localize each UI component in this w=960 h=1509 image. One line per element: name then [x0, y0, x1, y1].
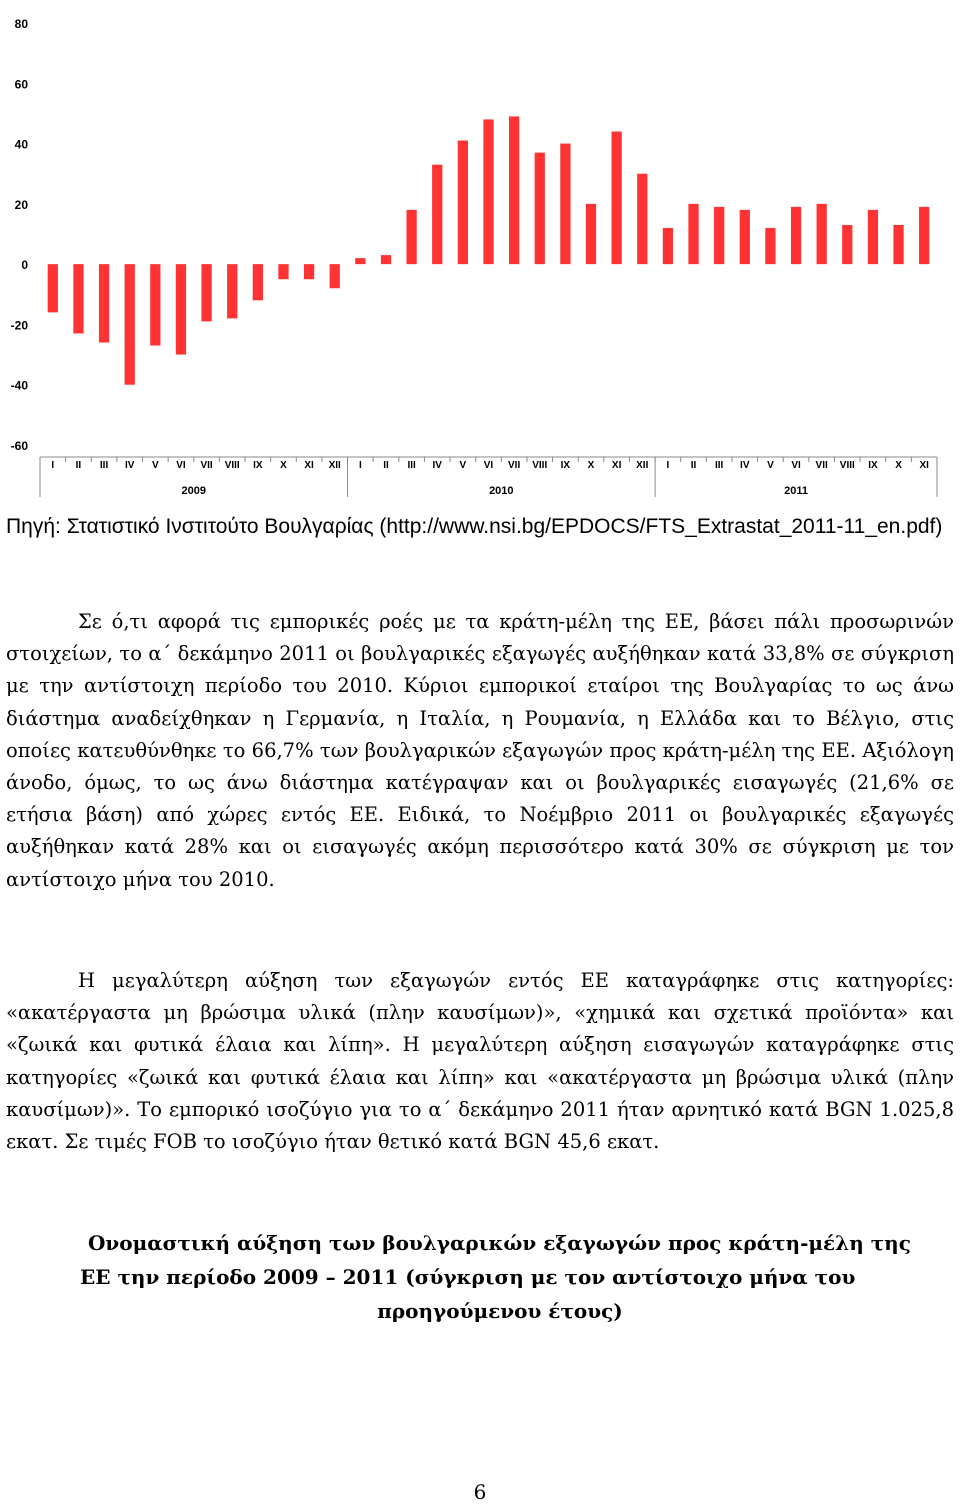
x-tick-label: IX	[560, 460, 571, 471]
bar	[406, 210, 416, 264]
source-link[interactable]: http://www.nsi.bg/EPDOCS/FTS_Extrastat_2011-11_en.pdf	[386, 515, 936, 538]
year-label: 2010	[489, 485, 514, 497]
bar	[586, 204, 596, 264]
bar	[48, 264, 58, 312]
caption-line-3: προηγούμενου έτους)	[377, 1299, 623, 1323]
bar	[637, 174, 647, 264]
y-tick-label: -60	[10, 439, 28, 453]
bar	[99, 264, 109, 342]
x-tick-label: II	[383, 460, 389, 471]
x-tick-label: V	[767, 460, 774, 471]
x-tick-label: X	[587, 460, 595, 471]
bar	[535, 153, 545, 265]
bar	[458, 141, 468, 265]
x-tick-label: I	[666, 460, 670, 471]
x-tick-label: III	[99, 460, 109, 471]
x-tick-label: X	[280, 460, 287, 471]
x-tick-label: XI	[611, 460, 622, 471]
y-tick-label: 0	[21, 258, 28, 273]
x-tick-label: XI	[304, 460, 314, 471]
bar-series	[48, 116, 930, 384]
bar	[201, 264, 211, 321]
source-suffix: )	[935, 515, 943, 538]
x-tick-label: XI	[919, 460, 929, 471]
x-tick-label: VIII	[532, 460, 548, 471]
export-growth-chart	[0, 0, 960, 505]
paragraph-1-text: Σε ό,τι αφορά τις εμπορικές ροές με τα κράτη-μέλη της ΕΕ, βάσει πάλι προσωρινών στοιχείων, το α΄ δεκάμηνο 2011 οι βουλγαρικές εξαγωγές αυξήθηκαν κατά 33,8% σε σύγκριση με την αντίστοιχη περίοδο του 2010. Κύριοι εμπορικοί εταίροι της Βουλγαρίας το ως άνω διάστημα αναδείχθηκαν η Γερμανία, η Ιταλία, η Ρουμανία, η Ελλάδα και το Βέλγιο, στις οποίες κατευθύνθηκε το 66,7% των βουλγαρικών εξαγωγών προς κράτη-μέλη της ΕΕ. Αξιόλογη άνοδο, όμως, το ως άνω διάστημα κατέγραψαν και οι βουλγαρικές εισαγωγές (21,6% σε ετήσια βάση) από χώρες εντός ΕΕ. Ειδικά, το Νοέμβριο 2011 οι βουλγαρικές εξαγωγές αυξήθηκαν κατά 28% και οι εισαγωγές ακόμη περισσότερο κατά 30% σε σύγκριση με τον αντίστοιχο μήνα του 2010.	[6, 610, 954, 891]
x-tick-label: IX	[253, 460, 263, 471]
paragraph-trade-flows	[6, 606, 954, 896]
x-tick-label: XII	[328, 460, 341, 471]
x-tick-label: X	[895, 460, 902, 471]
bar	[150, 264, 160, 345]
bar	[355, 258, 365, 264]
x-tick-label: VII	[200, 460, 213, 471]
x-tick-label: VI	[483, 460, 494, 471]
bar	[791, 207, 801, 264]
bar	[125, 264, 135, 385]
x-axis	[40, 457, 937, 497]
x-tick-label: II	[690, 460, 697, 471]
y-tick-label: 60	[14, 77, 28, 92]
figure-caption	[80, 1226, 960, 1328]
y-tick-label: -40	[10, 378, 28, 393]
x-tick-label: VIII	[839, 460, 855, 471]
year-label: 2009	[181, 485, 207, 497]
x-tick-label: III	[714, 460, 724, 471]
x-tick-label: XII	[636, 460, 649, 471]
paragraph-2-text: Η μεγαλύτερη αύξηση των εξαγωγών εντός ΕΕ καταγράφηκε στις κατηγορίες: «ακατέργαστα μη βρώσιμα υλικά (πλην καυσίμων)», «χημικά και σχετικά προϊόντα» και «ζωικά και φυτικά έλαια και λίπη». Η μεγαλύτερη αύξηση εισαγωγών καταγράφηκε στις κατηγορίες «ζωικά και φυτικά έλαια και λίπη» και «ακατέργαστα μη βρώσιμα υλικά (πλην καυσίμων)». Το εμπορικό ισοζύγιο για το α΄ δεκάμηνο 2011 ήταν αρνητικό κατά BGN 1.025,8 εκατ. Σε τιμές FOB το ισοζύγιο ήταν θετικό κατά BGN 45,6 εκατ.	[6, 969, 954, 1154]
bar	[304, 264, 314, 279]
bar	[560, 144, 570, 265]
x-tick-label: V	[151, 460, 159, 471]
caption-line-2: ΕΕ την περίοδο 2009 – 2011 (σύγκριση με τον αντίστοιχο μήνα του	[80, 1265, 856, 1289]
x-tick-label: I	[358, 460, 362, 471]
bar	[714, 207, 724, 264]
bar	[663, 228, 673, 264]
x-tick-label: VII	[508, 460, 521, 471]
x-tick-label: IX	[868, 460, 878, 471]
x-tick-label: V	[459, 460, 467, 471]
bar	[868, 210, 878, 264]
paragraph-categories	[6, 965, 954, 1158]
bar	[842, 225, 852, 264]
bar	[381, 255, 391, 264]
x-tick-label: IV	[432, 460, 442, 471]
x-tick-label: III	[407, 460, 416, 471]
page-number: 6	[473, 1480, 487, 1504]
source-prefix: Πηγή: Στατιστικό Ινστιτούτο Βουλγαρίας (	[6, 515, 387, 538]
bar	[483, 119, 493, 264]
x-tick-label: VII	[815, 460, 828, 471]
y-axis	[11, 17, 29, 453]
bar	[817, 204, 827, 264]
bar	[740, 210, 750, 264]
bar	[688, 204, 698, 264]
y-tick-label: 40	[14, 137, 28, 152]
bar	[176, 264, 186, 354]
bar	[227, 264, 237, 318]
bar	[919, 207, 929, 264]
x-tick-label: I	[51, 460, 55, 471]
x-tick-label: II	[75, 460, 82, 471]
bar	[432, 165, 442, 264]
bar	[73, 264, 83, 333]
y-tick-label: 20	[14, 197, 28, 212]
source-note	[6, 512, 956, 542]
bar	[330, 264, 340, 288]
year-label: 2011	[784, 485, 808, 497]
bar	[765, 228, 775, 264]
bar	[253, 264, 263, 300]
caption-line-1: Ονομαστική αύξηση των βουλγαρικών εξαγωγών προς κράτη-μέλη της	[88, 1231, 911, 1255]
bar	[612, 132, 622, 265]
x-tick-label: VI	[176, 460, 186, 471]
x-tick-label: VIII	[224, 460, 240, 471]
y-tick-label: 80	[14, 17, 28, 31]
y-tick-label: -20	[10, 318, 28, 333]
bar	[509, 116, 519, 264]
bar	[278, 264, 288, 279]
x-tick-label: IV	[124, 460, 135, 471]
bar	[893, 225, 903, 264]
x-tick-label: VI	[791, 460, 801, 471]
x-tick-label: IV	[740, 460, 750, 471]
